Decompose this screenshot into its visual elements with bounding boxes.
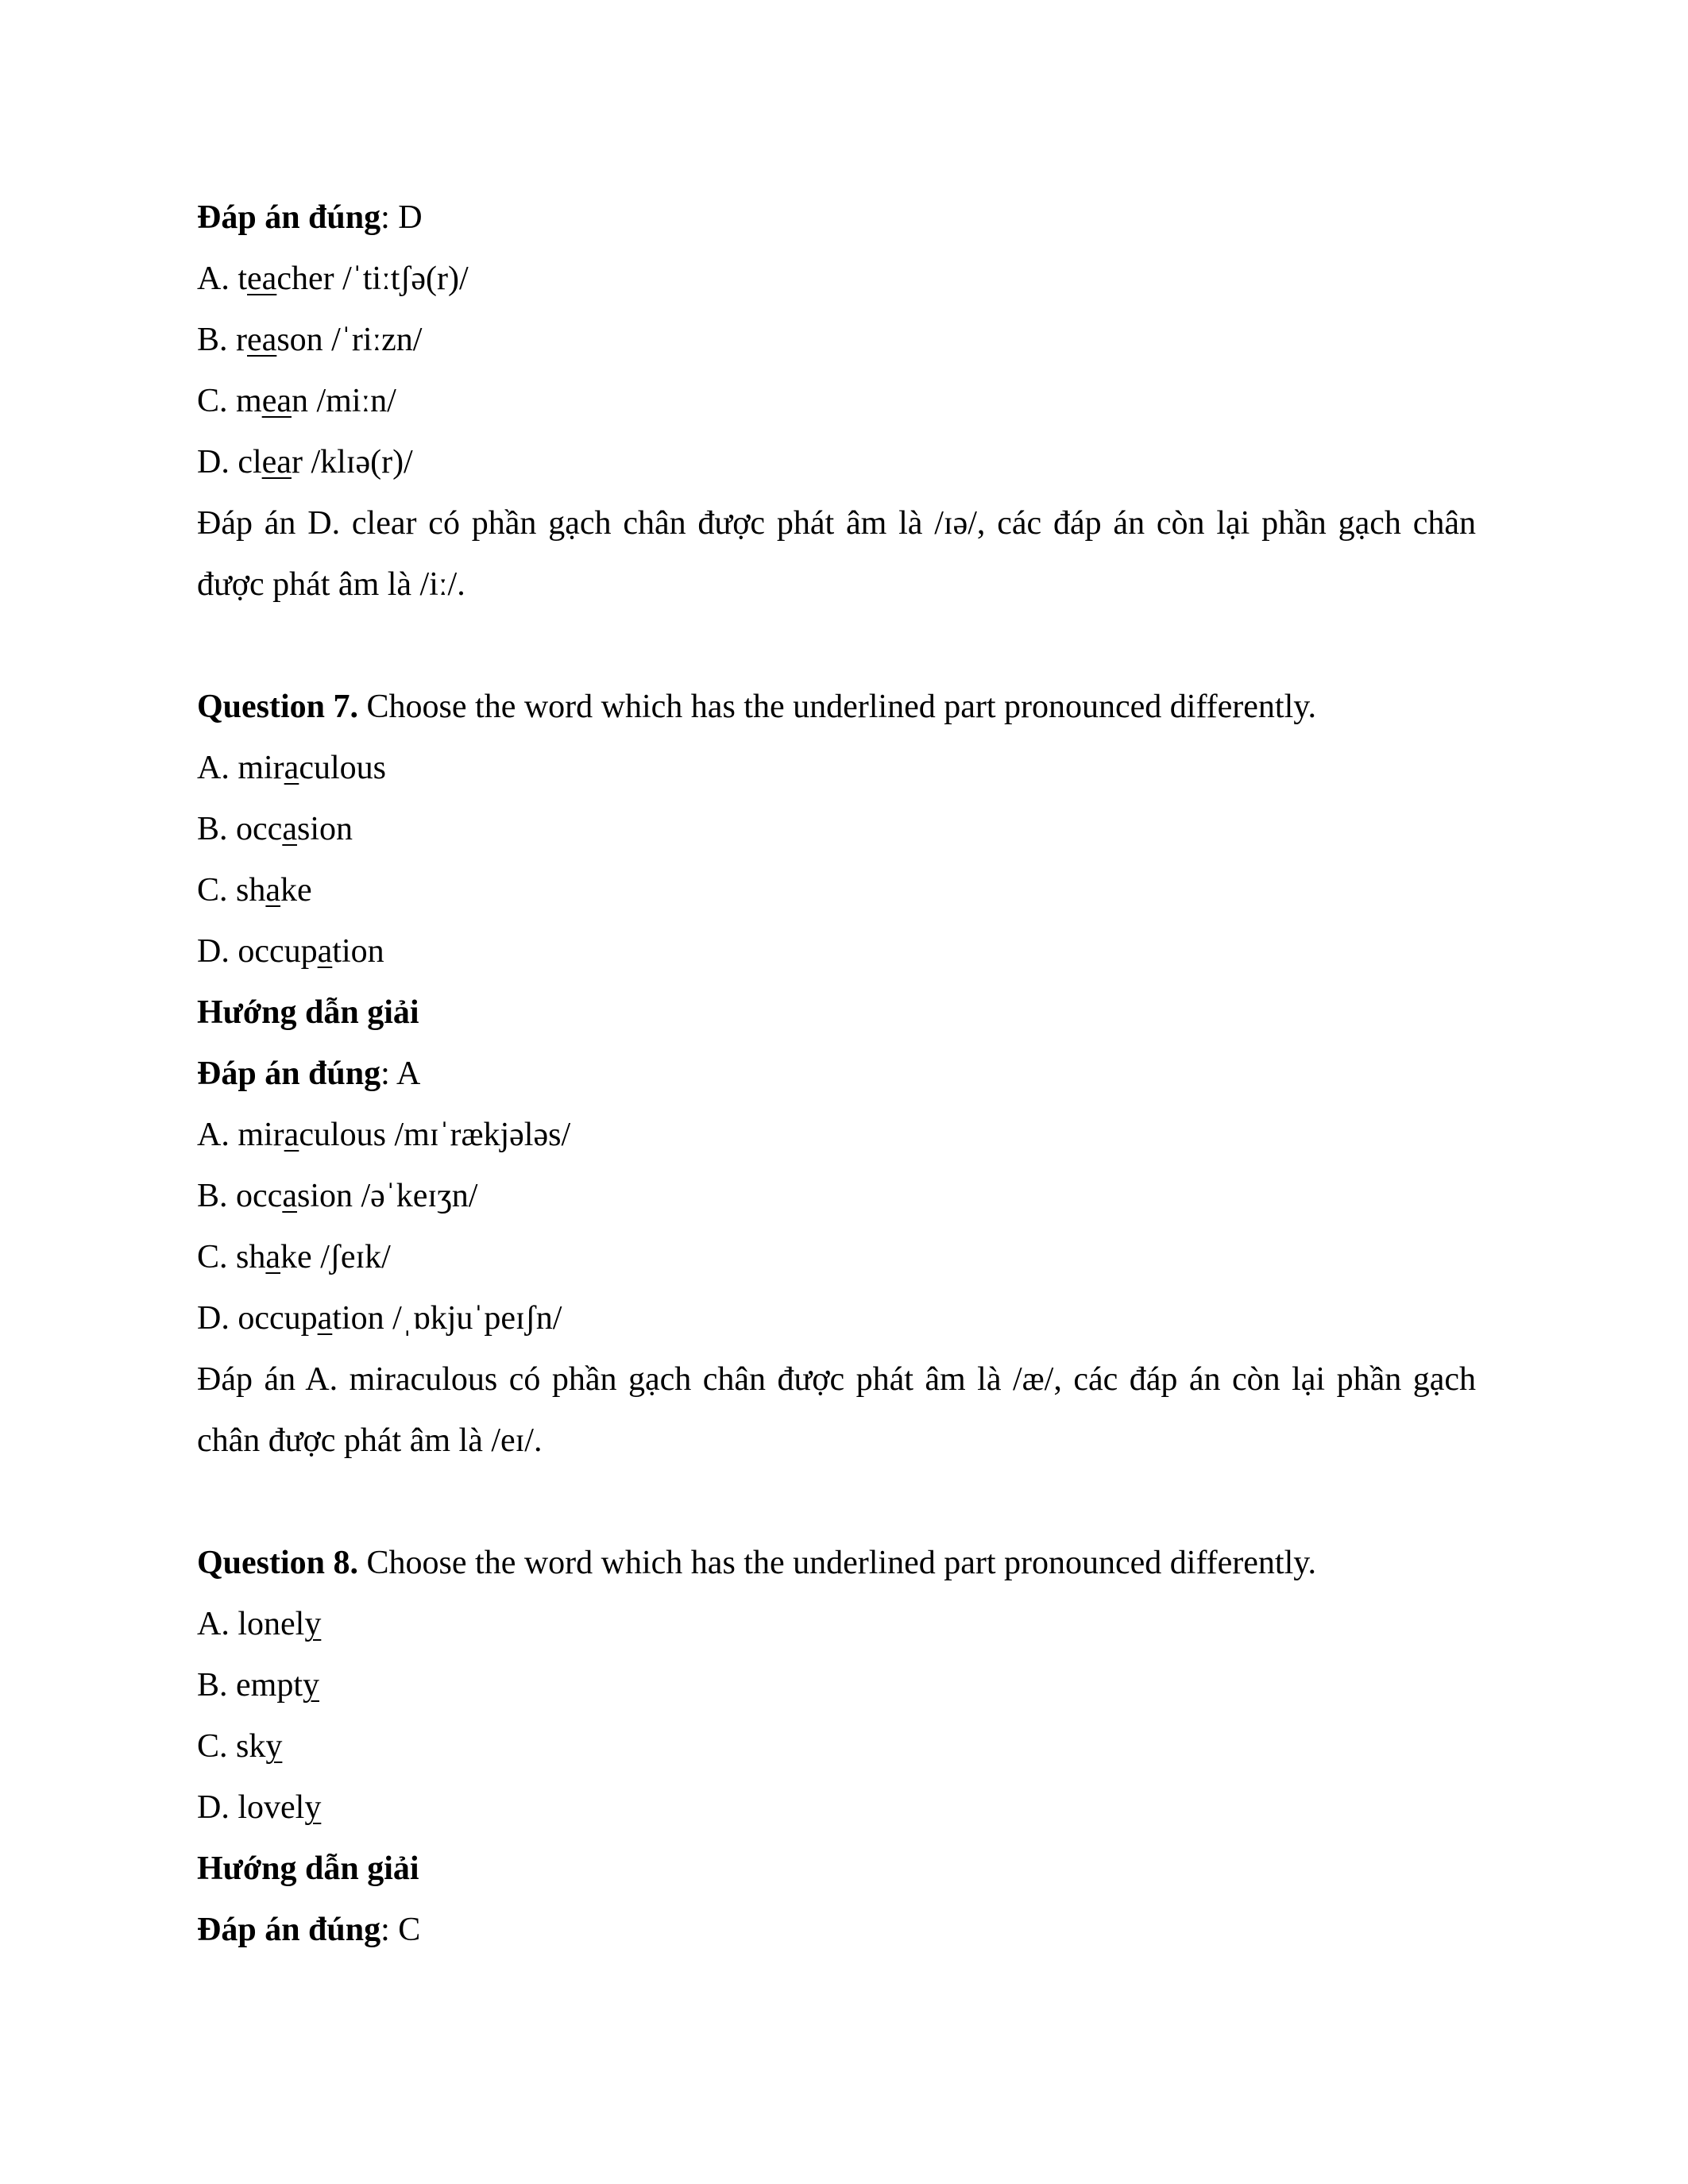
answer-value: D (398, 199, 423, 236)
underlined-part: y (304, 1789, 322, 1826)
underlined-part: ea (261, 444, 292, 480)
underlined-part: y (303, 1667, 319, 1704)
option-letter: B. (197, 811, 237, 847)
option-letter: D. (197, 1300, 238, 1337)
word-part: tion (332, 933, 384, 970)
explanation: Đáp án D. clear có phần gạch chân được phát âm là /ɪə/, các đáp án còn lại phần gạch chân được phát âm là /iː/. (197, 505, 1476, 603)
word-part: ke (280, 872, 312, 909)
option-c (197, 860, 1476, 921)
underlined-part: a (282, 1178, 297, 1214)
question-label: Question 8. (197, 1545, 359, 1581)
word-part: occ (236, 1178, 283, 1214)
word-part: sh (236, 1239, 266, 1275)
option-b (197, 799, 1476, 860)
spacer (197, 1472, 1476, 1533)
word-part: lovel (238, 1789, 305, 1826)
word-part: m (236, 383, 262, 419)
answer-label: Đáp án đúng (197, 1055, 381, 1092)
option-c (197, 371, 1476, 432)
guide-label: Hướng dẫn giải (197, 994, 419, 1031)
question-label: Question 7. (197, 689, 359, 725)
underlined-part: a (284, 750, 299, 786)
option-c-ipa (197, 1227, 1476, 1288)
underlined-part: y (265, 1728, 283, 1765)
ipa: /mɪˈrækjələs/ (385, 1117, 571, 1153)
answer-line (197, 1900, 1476, 1961)
option-b (197, 310, 1476, 371)
underlined-part: ea (261, 383, 292, 419)
word-part: sk (236, 1728, 266, 1765)
answer-label: Đáp án đúng (197, 1912, 381, 1948)
word-part: t (238, 260, 248, 297)
word-part: empt (236, 1667, 303, 1704)
option-d (197, 1777, 1476, 1839)
explanation: Đáp án A. miraculous có phần gạch chân được phát âm là /æ/, các đáp án còn lại phần gạch chân được phát âm là /eɪ/. (197, 1361, 1476, 1459)
option-d (197, 432, 1476, 493)
word-part: cher (276, 260, 334, 297)
option-d (197, 921, 1476, 982)
ipa: /klɪə(r)/ (302, 444, 413, 480)
option-b-ipa (197, 1166, 1476, 1227)
ipa: /miːn/ (307, 383, 396, 419)
word-part: cl (238, 444, 262, 480)
spacer (197, 615, 1476, 677)
option-letter: B. (197, 1178, 237, 1214)
underlined-part: a (317, 1300, 333, 1337)
option-letter: C. (197, 872, 237, 909)
option-letter: A. (197, 1117, 238, 1153)
separator: : (380, 1912, 399, 1948)
underlined-part: a (265, 1239, 281, 1275)
option-a-ipa (197, 1105, 1476, 1166)
underlined-part: y (304, 1606, 322, 1642)
option-letter: A. (197, 1606, 238, 1642)
word-part: culous (299, 750, 386, 786)
word-part: sion (296, 811, 353, 847)
guide-heading (197, 982, 1476, 1044)
question-prompt: Choose the word which has the underlined part pronounced differently. (358, 689, 1317, 725)
answer-value: C (398, 1912, 421, 1948)
option-letter: B. (197, 322, 237, 358)
document-page (197, 187, 1476, 1961)
option-letter: D. (197, 444, 238, 480)
word-part: occup (238, 933, 318, 970)
option-letter: A. (197, 260, 238, 297)
option-b (197, 1655, 1476, 1716)
word-part: mir (238, 750, 284, 786)
option-letter: B. (197, 1667, 237, 1704)
option-letter: C. (197, 1728, 237, 1765)
option-letter: D. (197, 1789, 238, 1826)
underlined-part: ea (247, 322, 277, 358)
word-part: lonel (238, 1606, 305, 1642)
ipa: /ˈriːzn/ (323, 322, 423, 358)
answer-line (197, 187, 1476, 249)
word-part: tion (332, 1300, 384, 1337)
option-letter: D. (197, 933, 238, 970)
underlined-part: ea (247, 260, 277, 297)
word-part: sion (296, 1178, 353, 1214)
option-a (197, 249, 1476, 310)
option-a (197, 738, 1476, 799)
word-part: ke (280, 1239, 312, 1275)
word-part: son (276, 322, 323, 358)
option-letter: C. (197, 1239, 237, 1275)
question-8 (197, 1533, 1476, 1594)
separator: : (380, 199, 399, 236)
ipa: /ʃeɪk/ (311, 1239, 391, 1275)
option-d-ipa (197, 1288, 1476, 1349)
underlined-part: a (282, 811, 297, 847)
underlined-part: a (265, 872, 281, 909)
ipa: /ˈtiːtʃə(r)/ (334, 260, 469, 297)
underlined-part: a (284, 1117, 299, 1153)
ipa: /ˌɒkjuˈpeɪʃn/ (384, 1300, 562, 1337)
word-part: r (291, 444, 303, 480)
word-part: mir (238, 1117, 284, 1153)
guide-heading (197, 1839, 1476, 1900)
word-part: n (291, 383, 308, 419)
word-part: culous (299, 1117, 386, 1153)
word-part: sh (236, 872, 266, 909)
word-part: r (236, 322, 248, 358)
word-part: occ (236, 811, 283, 847)
option-a (197, 1594, 1476, 1655)
option-letter: A. (197, 750, 238, 786)
word-part: occup (238, 1300, 318, 1337)
ipa: /əˈkeɪʒn/ (352, 1178, 478, 1214)
guide-label: Hướng dẫn giải (197, 1850, 419, 1887)
option-letter: C. (197, 383, 237, 419)
question-7 (197, 677, 1476, 738)
option-c (197, 1716, 1476, 1777)
answer-line (197, 1044, 1476, 1105)
underlined-part: a (317, 933, 333, 970)
separator: : (380, 1055, 396, 1092)
answer-value: A (396, 1055, 421, 1092)
question-prompt: Choose the word which has the underlined part pronounced differently. (358, 1545, 1317, 1581)
answer-label: Đáp án đúng (197, 199, 381, 236)
